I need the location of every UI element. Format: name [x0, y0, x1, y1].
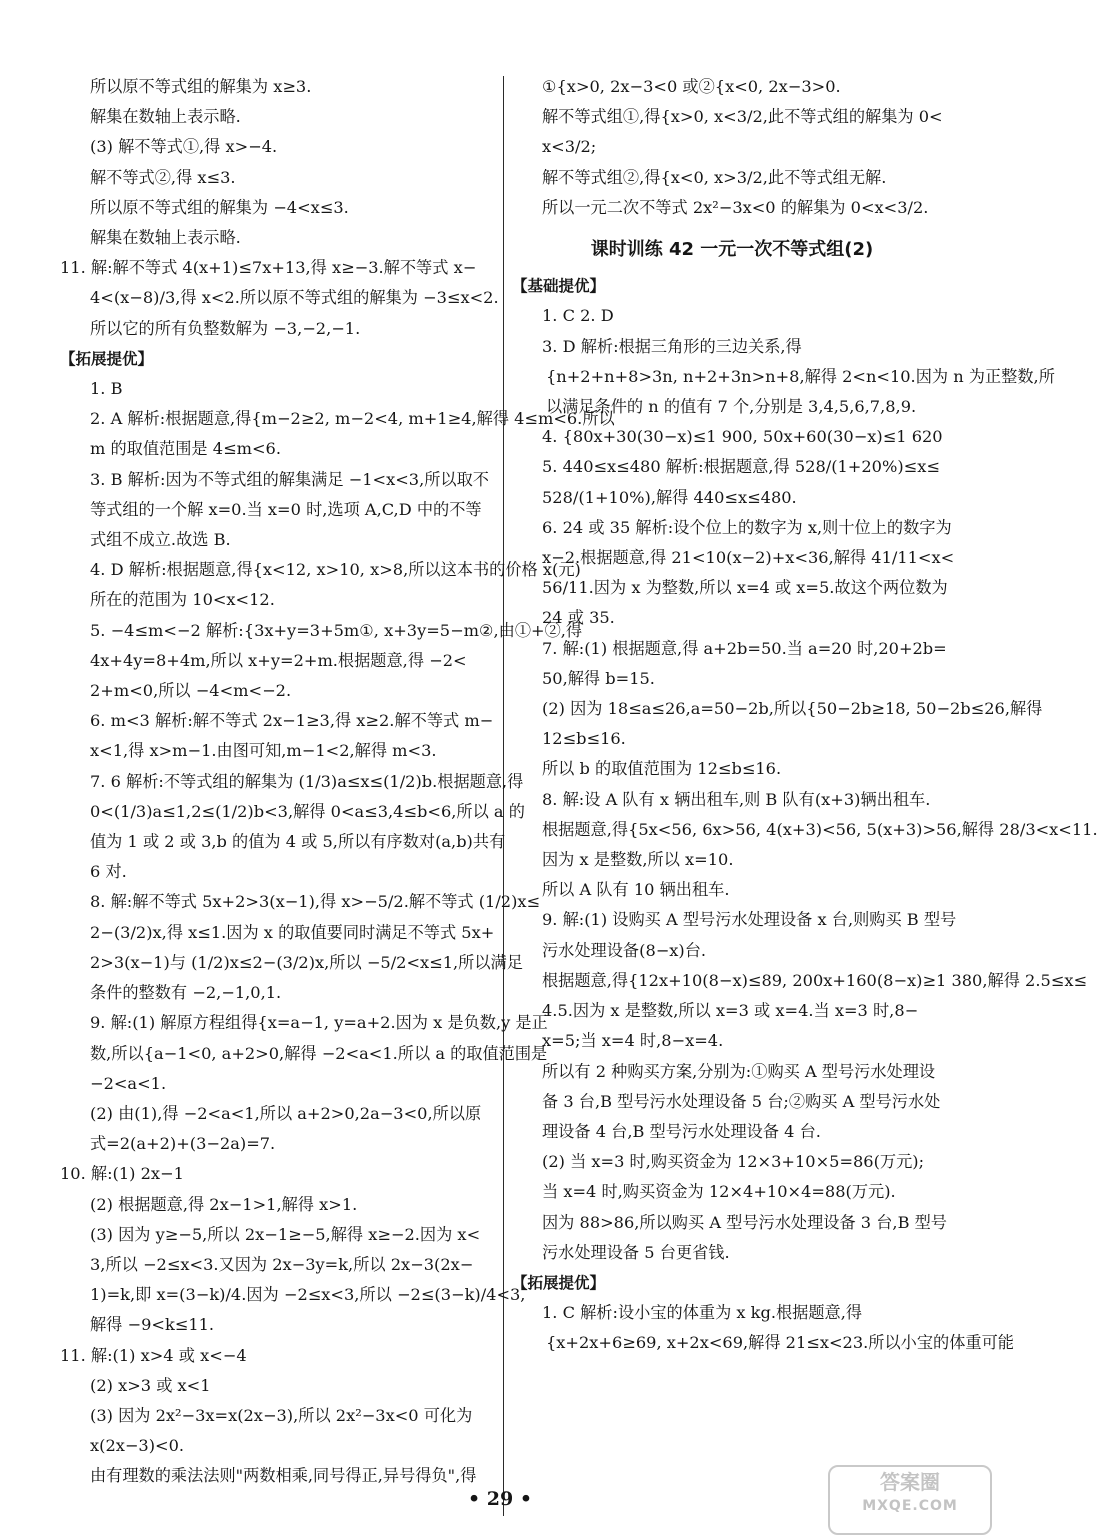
text-line: 因为 88>86,所以购买 A 型号污水处理设备 3 台,B 型号 [542, 1212, 947, 1232]
text-line: {n+2+n+8>3n, n+2+3n>n+8,解得 2<n<10.因为 n 为正整数,所 [546, 366, 1055, 386]
watermark-text: 答案圈 [880, 1470, 940, 1494]
text-line: 根据题意,得{12x+10(8−x)≤89, 200x+160(8−x)≥1 380,解得 2.5≤x≤ [542, 970, 1088, 990]
text-line: (3) 解不等式①,得 x>−4. [90, 137, 278, 157]
text-line: 4. {80x+30(30−x)≤1 900, 50x+60(30−x)≤1 620 [542, 427, 943, 447]
text-line: (2) 由(1),得 −2<a<1,所以 a+2>0,2a−3<0,所以原 [90, 1103, 482, 1123]
text-line: 所以一元二次不等式 2x²−3x<0 的解集为 0<x<3/2. [542, 197, 929, 217]
text-line: 式组不成立.故选 B. [90, 530, 231, 550]
text-line: 因为 x 是整数,所以 x=10. [542, 850, 734, 870]
text-line: 污水处理设备(8−x)台. [542, 940, 707, 960]
text-line: 值为 1 或 2 或 3,b 的值为 4 或 5,所以有序数对(a,b)共有 [90, 832, 506, 852]
text-line: 9. 解:(1) 设购买 A 型号污水处理设备 x 台,则购买 B 型号 [542, 910, 957, 930]
text-line: 式=2(a+2)+(3−2a)=7. [90, 1134, 276, 1154]
text-line: 1. C 2. D [542, 306, 614, 326]
lesson-title: 课时训练 42 一元一次不等式组(2) [590, 239, 874, 261]
text-line: 7. 6 解析:不等式组的解集为 (1/3)a≤x≤(1/2)b.根据题意,得 [90, 771, 524, 791]
text-line: 1. B [90, 379, 123, 399]
text-line: 3. B 解析:因为不等式组的解集满足 −1<x<3,所以取不 [90, 469, 489, 489]
section-heading: 【拓展提优】 [60, 349, 154, 368]
text-line: 所以原不等式组的解集为 x≥3. [90, 77, 312, 96]
text-line: m 的取值范围是 4≤m<6. [90, 439, 281, 459]
text-line: 56/11.因为 x 为整数,所以 x=4 或 x=5.故这个两位数为 [542, 578, 948, 598]
text-line: (3) 因为 2x²−3x=x(2x−3),所以 2x²−3x<0 可化为 [90, 1405, 473, 1425]
text-line: 4. D 解析:根据题意,得{x<12, x>10, x>8,所以这本书的价格 x(元) [90, 560, 581, 580]
text-line: x−2.根据题意,得 21<10(x−2)+x<36,解得 41/11<x< [542, 548, 955, 568]
watermark-logo [828, 1465, 992, 1535]
text-line: 11. 解:(1) x>4 或 x<−4 [60, 1345, 247, 1365]
text-line: 所以 b 的取值范围为 12≤b≤16. [542, 759, 782, 779]
text-line: 4<(x−8)/3,得 x<2.所以原不等式组的解集为 −3≤x<2. [90, 288, 499, 308]
text-line: 备 3 台,B 型号污水处理设备 5 台;②购买 A 型号污水处 [542, 1091, 941, 1111]
text-line: x=5;当 x=4 时,8−x=4. [542, 1031, 724, 1051]
right-column [512, 72, 1098, 1359]
text-line: (2) x>3 或 x<1 [90, 1375, 211, 1395]
text-line: 由有理数的乘法法则"两数相乘,同号得正,异号得负",得 [90, 1466, 477, 1486]
text-line: 2+m<0,所以 −4<m<−2. [90, 681, 292, 701]
text-line: 理设备 4 台,B 型号污水处理设备 4 台. [542, 1121, 821, 1141]
text-line: 0<(1/3)a≤1,2≤(1/2)b<3,解得 0<a≤3,4≤b<6,所以 a 的 [90, 801, 525, 821]
text-line: 3. D 解析:根据三角形的三边关系,得 [542, 336, 802, 356]
text-line: 10. 解:(1) 2x−1 [60, 1164, 184, 1184]
text-line: 条件的整数有 −2,−1,0,1. [90, 983, 282, 1003]
text-line: x<1,得 x>m−1.由图可知,m−1<2,解得 m<3. [90, 741, 437, 761]
text-line: 以满足条件的 n 的值有 7 个,分别是 3,4,5,6,7,8,9. [546, 397, 917, 417]
text-line: 11. 解:解不等式 4(x+1)≤7x+13,得 x≥−3.解不等式 x− [60, 258, 477, 278]
text-line: −2<a<1. [90, 1073, 167, 1093]
text-line: 5. 440≤x≤480 解析:根据题意,得 528/(1+20%)≤x≤ [542, 457, 940, 477]
right-column-answers [512, 271, 1098, 1358]
text-line: 528/(1+10%),解得 440≤x≤480. [542, 487, 797, 507]
section-heading: 【拓展提优】 [512, 1273, 606, 1292]
right-column-continuation [512, 72, 952, 223]
text-line: 数,所以{a−1<0, a+2>0,解得 −2<a<1.所以 a 的取值范围是 [90, 1043, 548, 1063]
text-line: 12≤b≤16. [542, 729, 626, 749]
text-line: 解不等式②,得 x≤3. [90, 167, 236, 187]
text-line: 4x+4y=8+4m,所以 x+y=2+m.根据题意,得 −2< [90, 650, 467, 670]
text-line: {x+2x+6≥69, x+2x<69,解得 21≤x<23.所以小宝的体重可能 [546, 1333, 1014, 1353]
text-line: 8. 解:设 A 队有 x 辆出租车,则 B 队有(x+3)辆出租车. [542, 789, 931, 809]
text-line: 当 x=4 时,购买资金为 12×4+10×4=88(万元). [542, 1182, 896, 1202]
text-line: 5. −4≤m<−2 解析:{3x+y=3+5m①, x+3y=5−m②,由①+②,得 [90, 620, 583, 640]
text-line: 所以 A 队有 10 辆出租车. [542, 880, 730, 900]
text-line: 8. 解:解不等式 5x+2>3(x−1),得 x>−5/2.解不等式 (1/2)x≤ [90, 892, 541, 912]
text-line: 1. C 解析:设小宝的体重为 x kg.根据题意,得 [542, 1303, 863, 1323]
text-line: 解不等式组①,得{x>0, x<3/2,此不等式组的解集为 0< [542, 107, 943, 127]
text-line: 6. m<3 解析:解不等式 2x−1≥3,得 x≥2.解不等式 m− [90, 711, 494, 731]
text-line: 6 对. [90, 862, 127, 882]
page-number: • 29 • [468, 1488, 532, 1510]
text-line: 3,所以 −2≤x<3.又因为 2x−3y=k,所以 2x−3(2x− [90, 1254, 474, 1274]
text-line: 所以有 2 种购买方案,分别为:①购买 A 型号污水处理设 [542, 1061, 936, 1081]
text-line: 2−(3/2)x,得 x≤1.因为 x 的取值要同时满足不等式 5x+ [90, 922, 495, 942]
text-line: (3) 因为 y≥−5,所以 2x−1≥−5,解得 x≥−2.因为 x< [90, 1224, 481, 1244]
text-line: x<3/2; [542, 137, 597, 157]
text-line: (2) 因为 18≤a≤26,a=50−2b,所以{50−2b≥18, 50−2b≤26,解得 [542, 699, 1043, 719]
text-line: 50,解得 b=15. [542, 668, 655, 688]
text-line: 根据题意,得{5x<56, 6x>56, 4(x+3)<56, 5(x+3)>56,解得 28/3<x<11. [542, 819, 1098, 839]
text-line: 6. 24 或 35 解析:设个位上的数字为 x,则十位上的数字为 [542, 517, 952, 537]
text-line: ①{x>0, 2x−3<0 或②{x<0, 2x−3>0. [542, 77, 841, 96]
text-line: (2) 根据题意,得 2x−1>1,解得 x>1. [90, 1194, 358, 1214]
text-line: 所以它的所有负整数解为 −3,−2,−1. [90, 318, 361, 338]
text-line: x(2x−3)<0. [90, 1436, 185, 1456]
text-line: 解集在数轴上表示略. [90, 228, 241, 248]
text-line: 9. 解:(1) 解原方程组得{x=a−1, y=a+2.因为 x 是负数,y 是正 [90, 1013, 548, 1033]
text-line: 24 或 35. [542, 608, 615, 628]
text-line: 解集在数轴上表示略. [90, 107, 241, 127]
text-line: 7. 解:(1) 根据题意,得 a+2b=50.当 a=20 时,20+2b= [542, 638, 947, 658]
text-line: 1)=k,即 x=(3−k)/4.因为 −2≤x<3,所以 −2≤(3−k)/4<3, [90, 1285, 526, 1305]
text-line: 污水处理设备 5 台更省钱. [542, 1242, 730, 1262]
text-line: 2. A 解析:根据题意,得{m−2≥2, m−2<4, m+1≥4,解得 4≤m<6.所以 [90, 409, 615, 429]
text-line: 所在的范围为 10<x<12. [90, 590, 275, 610]
text-line: 等式组的一个解 x=0.当 x=0 时,选项 A,C,D 中的不等 [90, 499, 482, 519]
text-line: 2>3(x−1)与 (1/2)x≤2−(3/2)x,所以 −5/2<x≤1,所以满足 [90, 952, 523, 972]
watermark-url: MXQE.COM [862, 1498, 958, 1514]
text-line: 4.5.因为 x 是整数,所以 x=3 或 x=4.当 x=3 时,8− [542, 1001, 919, 1021]
text-line: 所以原不等式组的解集为 −4<x≤3. [90, 197, 349, 217]
text-line: 解不等式组②,得{x<0, x>3/2,此不等式组无解. [542, 167, 887, 187]
section-heading: 【基础提优】 [512, 277, 606, 296]
text-line: (2) 当 x=3 时,购买资金为 12×3+10×5=86(万元); [542, 1152, 925, 1172]
text-line: 解得 −9<k≤11. [90, 1315, 215, 1335]
